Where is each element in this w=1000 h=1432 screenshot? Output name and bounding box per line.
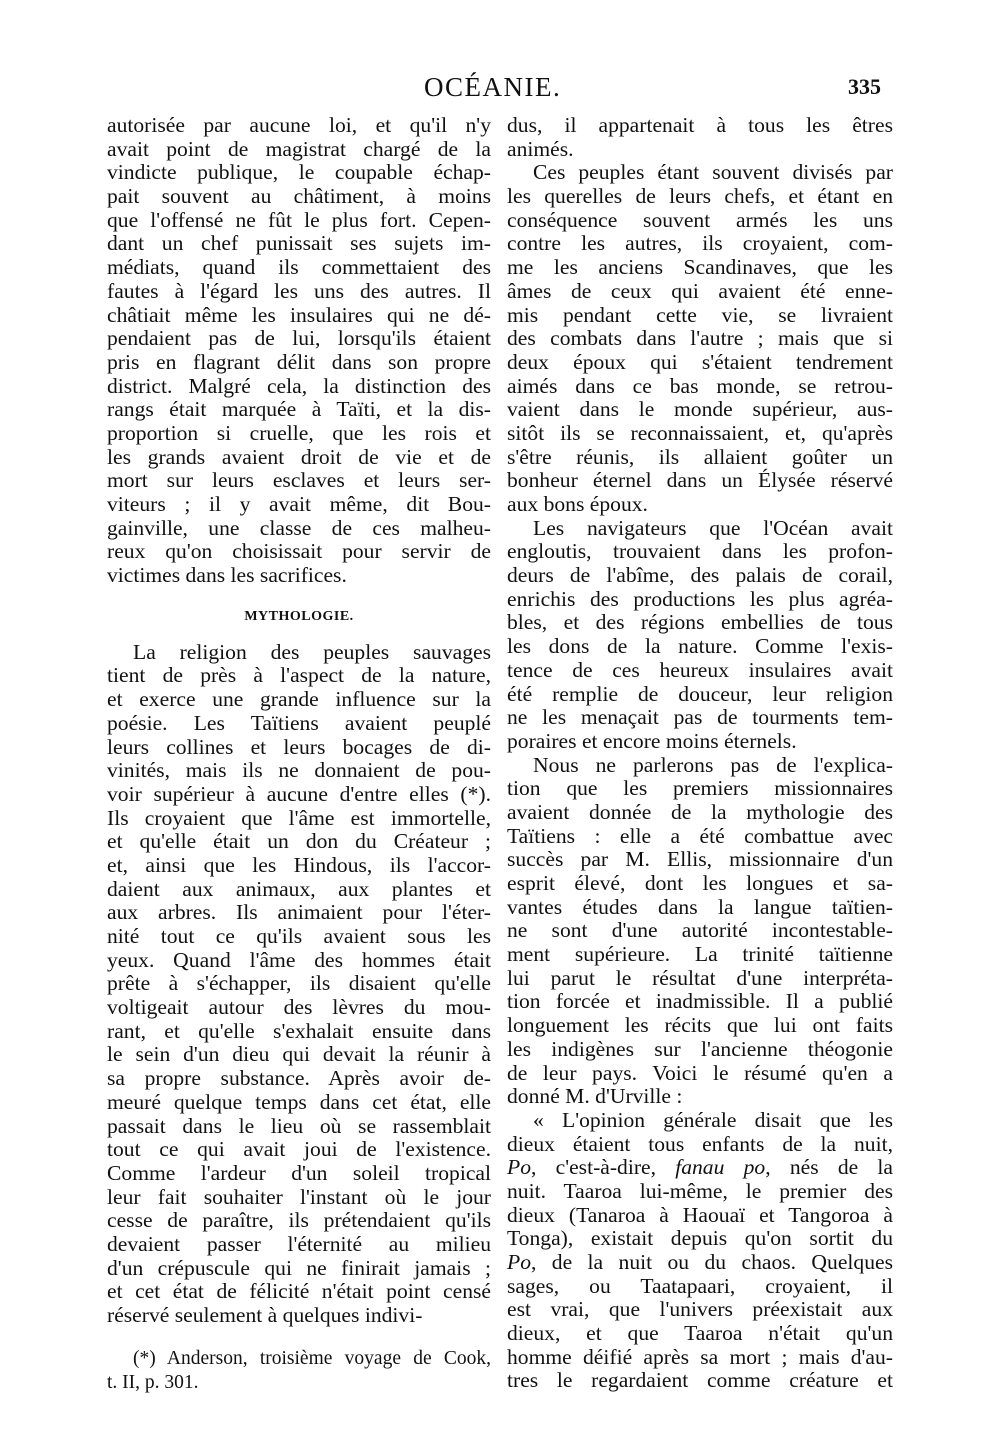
paragraph-law (107, 114, 491, 588)
text-line: est vrai, que l'univers préexistait aux (507, 1297, 893, 1322)
text-line: t. II, p. 301. (107, 1371, 199, 1393)
text-line: tient de près à l'aspect de la nature, (107, 663, 491, 688)
text-fragment: , de la nuit ou du chaos. Quelques (531, 1250, 893, 1274)
text-line: le sein d'un dieu qui devait la réunir à (107, 1042, 491, 1067)
text-line: cesse de paraître, ils prétendaient qu'ils (107, 1208, 491, 1233)
italic-term: Po (507, 1250, 531, 1274)
left-column (107, 114, 491, 1395)
text-line: deux époux qui s'étaient tendrement (507, 349, 893, 374)
text-line: succès par M. Ellis, missionnaire d'un (507, 847, 893, 872)
text-line: et exerce une grande influence sur la (107, 687, 491, 712)
text-line: Ces peuples étant souvent divisés par (533, 160, 893, 185)
text-line: sages, ou Taatapaari, croyaient, il (507, 1273, 893, 1298)
text-line: tion que les premiers missionnaires (507, 776, 893, 801)
text-line (507, 1156, 893, 1180)
text-line: yeux. Quand l'âme des hommes était (107, 947, 491, 972)
page-number: 335 (848, 74, 881, 99)
text-fragment: , nés de la (765, 1155, 893, 1180)
text-line: châtiait même les insulaires qui ne dé- (107, 302, 491, 327)
text-line: dant un chef punissait ses sujets im- (107, 231, 491, 256)
text-line: gainville, une classe de ces malheu- (107, 515, 491, 540)
text-line: voltigeait autour des lèvres du mou- (107, 995, 491, 1020)
text-line: âmes de ceux qui avaient été enne- (507, 278, 893, 303)
text-line: s'être réunis, ils allaient goûter un (507, 444, 893, 469)
text-line: esprit élevé, dont les longues et sa- (507, 871, 893, 895)
text-line: dieux (Tanaroa à Haouaï et Tangoroa à (507, 1202, 893, 1227)
text-line: leurs collines et leurs bocages de di- (107, 734, 491, 759)
paragraph-missionnaires (507, 754, 893, 1109)
text-line: rant, et qu'elle s'exhalait ensuite dans (107, 1018, 491, 1043)
section-heading-mythologie: MYTHOLOGIE. (244, 608, 354, 624)
text-line: poraires et encore moins éternels. (507, 728, 797, 753)
text-line: district. Malgré cela, la distinction des (107, 373, 491, 398)
text-line: passait dans le lieu où se rassemblait (107, 1113, 491, 1138)
text-line: tence de ces heureux insulaires avait (507, 657, 893, 682)
text-line: et, ainsi que les Hindous, ils l'accor- (107, 852, 491, 877)
text-line: les indigènes sur l'ancienne théogonie (507, 1036, 893, 1061)
text-line: tion forcée et inadmissible. Il a publié (507, 989, 893, 1014)
text-line: bles, et des régions embellies de tous (507, 610, 893, 635)
text-line: tout ce qui avait joui de l'existence. (107, 1137, 491, 1162)
paragraph-navigateurs (507, 517, 893, 754)
text-line: daient aux animaux, aux plantes et (107, 876, 491, 901)
text-line: vaient dans le monde supérieur, aus- (507, 397, 893, 422)
text-line: fautes à l'égard les uns des autres. Il (107, 278, 491, 303)
text-line: conséquence souvent armés les uns (507, 207, 893, 232)
text-line: Nous ne parlerons pas de l'explica- (533, 752, 893, 777)
text-line: vinités, mais ils ne donnaient de pou- (107, 758, 491, 783)
text-line: leur fait souhaiter l'instant où le jour (107, 1184, 491, 1209)
text-line: deurs de l'abîme, des palais de corail, (507, 563, 893, 588)
text-line: vindicte publique, le coupable échap- (107, 160, 491, 185)
text-line: Les navigateurs que l'Océan avait (533, 515, 893, 540)
right-column (507, 114, 893, 1393)
text-line: lui parut le résultat d'une interpréta- (507, 965, 893, 990)
text-line: ne les menaçait pas de tourments tem- (507, 705, 893, 730)
text-line: longuement les récits que lui ont faits (507, 1013, 893, 1038)
text-line: aux arbres. Ils animaient pour l'éter- (107, 900, 491, 925)
text-line: dus, il appartenait à tous les êtres (507, 113, 893, 137)
text-line: pendaient pas de lui, lorsqu'ils étaient (107, 326, 491, 351)
text-line: donné M. d'Urville : (507, 1084, 683, 1109)
text-line: victimes dans les sacrifices. (107, 563, 347, 588)
text-line: dieux, et que Taaroa n'était qu'un (507, 1321, 893, 1346)
text-line: aimés dans ce bas monde, se retrou- (507, 373, 893, 398)
text-line: contre les autres, ils croyaient, com- (507, 231, 893, 256)
text-line: homme déifié après sa mort ; mais d'au- (507, 1344, 893, 1369)
paragraph-continuation (507, 114, 893, 161)
text-line: (*) Anderson, troisième voyage de Cook, (133, 1347, 491, 1369)
text-line: mis pendant cette vie, se livraient (507, 302, 893, 327)
text-line: Ils croyaient que l'âme est immortelle, (107, 805, 491, 830)
text-line: animés. (507, 136, 574, 161)
text-line: d'un crépuscule qui ne finirait jamais ; (107, 1255, 491, 1280)
text-line: médiats, quand ils commettaient des (107, 255, 491, 280)
text-line: des combats dans l'autre ; mais que si (507, 326, 893, 351)
text-line: été remplie de douceur, leur religion (507, 681, 893, 706)
text-line: viteurs ; il y avait même, dit Bou- (107, 492, 491, 516)
text-line: ne sont d'une autorité incontestable- (507, 918, 893, 943)
text-line: engloutis, trouvaient dans les profon- (507, 539, 893, 564)
text-line: autorisée par aucune loi, et qu'il n'y (107, 113, 491, 137)
text-line: aux bons époux. (507, 492, 648, 516)
italic-term: Po (507, 1155, 531, 1180)
text-line: sa propre substance. Après avoir de- (107, 1066, 491, 1091)
paragraph-religion (107, 641, 491, 1328)
text-line: les grands avaient droit de vie et de (107, 444, 491, 469)
text-line: mort sur leurs esclaves et leurs ser- (107, 468, 491, 493)
text-line: La religion des peuples sauvages (133, 639, 491, 664)
paragraph-combats (507, 161, 893, 516)
text-line: sitôt ils se reconnaissaient, et, qu'après (507, 420, 893, 445)
page-header (0, 72, 1000, 102)
text-line: les querelles de leurs chefs, et étant en (507, 184, 893, 209)
text-line: Tonga), existait depuis qu'on sortit du (507, 1226, 893, 1251)
italic-term: fanau po (675, 1155, 766, 1180)
text-line: rangs était marquée à Taïti, et la dis- (107, 397, 491, 422)
text-line: et qu'elle était un don du Créateur ; (107, 829, 491, 854)
paragraph-quotation (507, 1109, 893, 1393)
text-line: pris en flagrant délit dans son propre (107, 349, 491, 374)
text-line: Taïtiens : elle a été combattue avec (507, 823, 893, 848)
text-line: prête à s'échapper, ils disaient qu'elle (107, 971, 491, 996)
text-line: devaient passer l'éternité au milieu (107, 1231, 491, 1256)
text-line: Comme l'ardeur d'un soleil tropical (107, 1160, 491, 1185)
text-line: réservé seulement à quelques indivi- (107, 1303, 423, 1327)
text-line: voir supérieur à aucune d'entre elles (*). (107, 781, 491, 806)
text-line: pait souvent au châtiment, à moins (107, 184, 491, 209)
text-line: reux qu'on choisissait pour servir de (107, 539, 491, 564)
text-line: que l'offensé ne fût le plus fort. Cepen- (107, 207, 491, 232)
text-line: avaient donnée de la mythologie des (507, 799, 893, 824)
text-line: me les anciens Scandinaves, que les (507, 255, 893, 280)
text-line: dieux étaient tous enfants de la nuit, (507, 1131, 893, 1156)
text-line: vantes études dans la langue taïtien- (507, 894, 893, 919)
text-line: nuit. Taaroa lui-même, le premier des (507, 1178, 893, 1203)
text-line: ment supérieure. La trinité taïtienne (507, 942, 893, 967)
text-line: de leur pays. Voici le résumé qu'en a (507, 1060, 893, 1085)
footnote (107, 1347, 491, 1395)
text-fragment: , c'est-à-dire, (531, 1155, 676, 1180)
text-line: bonheur éternel dans un Élysée réservé (507, 468, 893, 493)
text-line: les dons de la nature. Comme l'exis- (507, 634, 893, 659)
text-line (507, 1251, 893, 1275)
text-line: proportion si cruelle, que les rois et (107, 420, 491, 445)
text-line: avait point de magistrat chargé de la (107, 136, 491, 161)
text-line: tres le regardaient comme créature et (507, 1368, 893, 1393)
text-line: meuré quelque temps dans cet état, elle (107, 1089, 491, 1114)
text-line: et cet état de félicité n'était point censé (107, 1279, 491, 1304)
text-line: poésie. Les Taïtiens avaient peuplé (107, 710, 491, 735)
text-line: « L'opinion générale disait que les (533, 1107, 893, 1132)
text-line: nité tout ce qu'ils avaient sous les (107, 924, 491, 948)
text-line: enrichis des productions les plus agréa- (507, 586, 893, 611)
running-title: OCÉANIE. (424, 72, 562, 102)
